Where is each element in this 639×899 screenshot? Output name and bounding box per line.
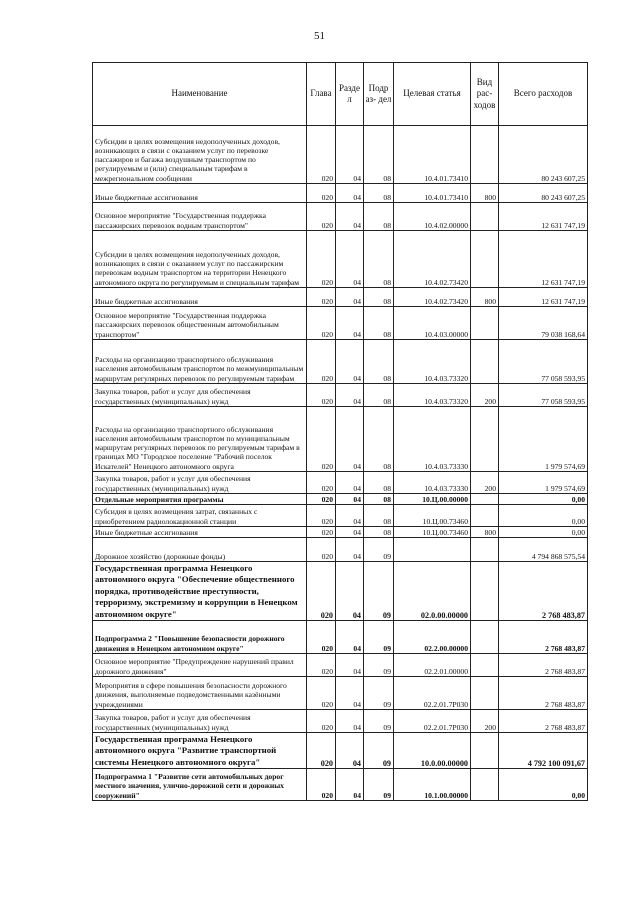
header-total: Всего расходов xyxy=(499,63,588,126)
cell-type xyxy=(471,407,499,472)
cell-chapter: 020 xyxy=(307,203,336,231)
cell-name: Подпрограмма 1 "Развитие сети автомобильных дорог местного значения, улично-дорожной сети и дорожных сооружений" xyxy=(93,769,307,801)
cell-name: Закупка товаров, работ и услуг для обеспечения государственных (муниципальных) нужд xyxy=(93,472,307,494)
cell-section: 04 xyxy=(336,538,364,562)
cell-chapter: 020 xyxy=(307,472,336,494)
cell-total: 77 058 593,95 xyxy=(499,384,588,407)
cell-subsection: 09 xyxy=(364,654,394,677)
cell-total: 12 631 747,19 xyxy=(499,288,588,307)
cell-type xyxy=(471,231,499,288)
cell-name: Основное мероприятие "Государственная поддержка пассажирских перевозок общественным автомобильным транспортом" xyxy=(93,307,307,340)
cell-section: 04 xyxy=(336,621,364,654)
cell-chapter: 020 xyxy=(307,527,336,538)
cell-section: 04 xyxy=(336,677,364,710)
cell-total: 2 768 483,87 xyxy=(499,677,588,710)
cell-subsection: 09 xyxy=(364,538,394,562)
table-row xyxy=(93,505,588,527)
cell-total: 0,00 xyxy=(499,769,588,801)
cell-chapter: 020 xyxy=(307,384,336,407)
cell-type: 800 xyxy=(471,184,499,203)
cell-total: 1 979 574,69 xyxy=(499,472,588,494)
cell-total: 2 768 483,87 xyxy=(499,621,588,654)
cell-target: 10.4.01.73410 xyxy=(394,126,471,184)
header-target: Целевая статья xyxy=(394,63,471,126)
cell-type xyxy=(471,538,499,562)
cell-total: 2 768 483,87 xyxy=(499,710,588,733)
cell-subsection: 09 xyxy=(364,710,394,733)
table-row xyxy=(93,538,588,562)
cell-section: 04 xyxy=(336,288,364,307)
table-row xyxy=(93,527,588,538)
cell-chapter: 020 xyxy=(307,288,336,307)
cell-chapter: 020 xyxy=(307,562,336,621)
table-header-row xyxy=(93,63,588,126)
table-row xyxy=(93,203,588,231)
cell-target: 10.4.03.00000 xyxy=(394,307,471,340)
cell-total: 12 631 747,19 xyxy=(499,231,588,288)
cell-subsection: 08 xyxy=(364,288,394,307)
cell-type xyxy=(471,126,499,184)
cell-name: Государственная программа Ненецкого автономного округа "Обеспечение общественного порядка, противодействие преступности, терроризму, экстремизму и коррупции в Ненецком автономном округе" xyxy=(93,562,307,621)
cell-total: 1 979 574,69 xyxy=(499,407,588,472)
cell-section: 04 xyxy=(336,733,364,769)
cell-type xyxy=(471,203,499,231)
cell-chapter: 020 xyxy=(307,621,336,654)
cell-chapter: 020 xyxy=(307,538,336,562)
cell-target: 02.2.01.7Р030 xyxy=(394,710,471,733)
cell-type xyxy=(471,340,499,384)
cell-total: 4 792 100 091,67 xyxy=(499,733,588,769)
cell-subsection: 09 xyxy=(364,733,394,769)
cell-section: 04 xyxy=(336,654,364,677)
cell-target: 02.2.01.00000 xyxy=(394,654,471,677)
header-chapter: Глава xyxy=(307,63,336,126)
cell-subsection: 09 xyxy=(364,621,394,654)
cell-target: 10.4.03.73320 xyxy=(394,384,471,407)
cell-type: 800 xyxy=(471,288,499,307)
table-row xyxy=(93,677,588,710)
cell-total: 80 243 607,25 xyxy=(499,184,588,203)
cell-name: Расходы на организацию транспортного обслуживания населения автомобильным транспортом по муниципальным маршрутам регулярных перевозок по регулируемым тарифам в границах МО "Городское поселение "Рабочий поселок Искателей" Ненецкого автономного округа xyxy=(93,407,307,472)
header-subsection: Подр аз- дел xyxy=(364,63,394,126)
cell-name: Государственная программа Ненецкого автономного округа "Развитие транспортной системы Ненецкого автономного округа" xyxy=(93,733,307,769)
cell-type xyxy=(471,562,499,621)
cell-target: 10.4.02.73420 xyxy=(394,231,471,288)
cell-section: 04 xyxy=(336,527,364,538)
cell-target: 02.0.00.00000 xyxy=(394,562,471,621)
cell-target: 02.2.01.7Р030 xyxy=(394,677,471,710)
cell-chapter: 020 xyxy=(307,505,336,527)
table-row xyxy=(93,472,588,494)
table-row xyxy=(93,562,588,621)
cell-target: 02.2.00.00000 xyxy=(394,621,471,654)
cell-type xyxy=(471,494,499,505)
cell-section: 04 xyxy=(336,494,364,505)
header-name: Наименование xyxy=(93,63,307,126)
cell-type: 200 xyxy=(471,384,499,407)
table-row xyxy=(93,407,588,472)
cell-target: 10.4.02.00000 xyxy=(394,203,471,231)
cell-chapter: 020 xyxy=(307,126,336,184)
table-row xyxy=(93,710,588,733)
cell-target: 10.4.03.73330 xyxy=(394,472,471,494)
table-row xyxy=(93,288,588,307)
cell-chapter: 020 xyxy=(307,677,336,710)
table-row xyxy=(93,340,588,384)
cell-subsection: 09 xyxy=(364,769,394,801)
cell-section: 04 xyxy=(336,231,364,288)
table-row xyxy=(93,621,588,654)
cell-name: Закупка товаров, работ и услуг для обеспечения государственных (муниципальных) нужд xyxy=(93,710,307,733)
table-row xyxy=(93,384,588,407)
cell-chapter: 020 xyxy=(307,407,336,472)
cell-section: 04 xyxy=(336,126,364,184)
cell-subsection: 09 xyxy=(364,677,394,710)
cell-target xyxy=(394,538,471,562)
cell-subsection: 08 xyxy=(364,340,394,384)
cell-chapter: 020 xyxy=(307,710,336,733)
cell-total: 79 038 168,64 xyxy=(499,307,588,340)
cell-target: 10.4.03.73320 xyxy=(394,340,471,384)
cell-name: Субсидия в целях возмещения затрат, связанных с приобретением радиолокационной станции xyxy=(93,505,307,527)
cell-subsection: 08 xyxy=(364,126,394,184)
cell-name: Расходы на организацию транспортного обслуживания населения автомобильным транспортом по межмуниципальным маршрутам регулярных перевозок по регулируемым тарифам xyxy=(93,340,307,384)
table-row xyxy=(93,307,588,340)
cell-subsection: 08 xyxy=(364,505,394,527)
cell-section: 04 xyxy=(336,407,364,472)
cell-type xyxy=(471,621,499,654)
cell-section: 04 xyxy=(336,505,364,527)
cell-type xyxy=(471,733,499,769)
table-body xyxy=(93,126,588,801)
cell-chapter: 020 xyxy=(307,733,336,769)
table-row xyxy=(93,654,588,677)
cell-total: 0,00 xyxy=(499,505,588,527)
cell-target: 10.Ц.00.00000 xyxy=(394,494,471,505)
cell-name: Отдельные мероприятия программы xyxy=(93,494,307,505)
cell-subsection: 08 xyxy=(364,384,394,407)
cell-subsection: 08 xyxy=(364,472,394,494)
cell-section: 04 xyxy=(336,307,364,340)
cell-section: 04 xyxy=(336,384,364,407)
cell-target: 10.1.00.00000 xyxy=(394,769,471,801)
budget-table xyxy=(92,62,588,801)
cell-section: 04 xyxy=(336,769,364,801)
cell-type: 800 xyxy=(471,527,499,538)
cell-target: 10.0.00.00000 xyxy=(394,733,471,769)
cell-subsection: 08 xyxy=(364,203,394,231)
cell-target: 10.4.03.73330 xyxy=(394,407,471,472)
cell-name: Основное мероприятие "Предупреждение нарушений правил дорожного движения" xyxy=(93,654,307,677)
cell-chapter: 020 xyxy=(307,184,336,203)
cell-type: 200 xyxy=(471,710,499,733)
cell-total: 0,00 xyxy=(499,494,588,505)
cell-chapter: 020 xyxy=(307,340,336,384)
cell-subsection: 08 xyxy=(364,527,394,538)
cell-target: 10.Ц.00.73460 xyxy=(394,505,471,527)
cell-target: 10.4.01.73410 xyxy=(394,184,471,203)
cell-type xyxy=(471,505,499,527)
cell-type xyxy=(471,677,499,710)
cell-name: Дорожное хозяйство (дорожные фонды) xyxy=(93,538,307,562)
cell-chapter: 020 xyxy=(307,654,336,677)
cell-subsection: 08 xyxy=(364,307,394,340)
cell-name: Мероприятия в сфере повышения безопасности дорожного движения, выполняемые подведомственными казёнными учреждениями xyxy=(93,677,307,710)
cell-type xyxy=(471,769,499,801)
table-row xyxy=(93,126,588,184)
cell-total: 80 243 607,25 xyxy=(499,126,588,184)
cell-chapter: 020 xyxy=(307,494,336,505)
header-type: Вид рас- ходов xyxy=(471,63,499,126)
cell-name: Основное мероприятие "Государственная поддержка пассажирских перевозок водным транспортом" xyxy=(93,203,307,231)
cell-section: 04 xyxy=(336,710,364,733)
cell-type xyxy=(471,307,499,340)
table-row xyxy=(93,231,588,288)
page-number: 51 xyxy=(314,30,325,42)
cell-name: Субсидии в целях возмещения недополученных доходов, возникающих в связи с оказанием услуг по перевозке пассажиров и багажа воздушным транспортом по регулируемым и (или) специальным тарифам в межрегиональном сообщении xyxy=(93,126,307,184)
cell-subsection: 08 xyxy=(364,231,394,288)
cell-chapter: 020 xyxy=(307,307,336,340)
cell-chapter: 020 xyxy=(307,231,336,288)
cell-total: 77 058 593,95 xyxy=(499,340,588,384)
cell-name: Подпрограмма 2 "Повышение безопасности дорожного движения в Ненецком автономном округе" xyxy=(93,621,307,654)
cell-name: Иные бюджетные ассигнования xyxy=(93,184,307,203)
cell-target: 10.4.02.73420 xyxy=(394,288,471,307)
table-row xyxy=(93,769,588,801)
cell-type: 200 xyxy=(471,472,499,494)
cell-type xyxy=(471,654,499,677)
cell-name: Субсидии в целях возмещения недополученных доходов, возникающих в связи с оказанием услуг по пассажирским перевозкам водным транспортом на территории Ненецкого автономного округа по регулируемым и специальным тарифам xyxy=(93,231,307,288)
cell-subsection: 08 xyxy=(364,184,394,203)
table-row xyxy=(93,733,588,769)
cell-section: 04 xyxy=(336,184,364,203)
cell-total: 0,00 xyxy=(499,527,588,538)
cell-total: 2 768 483,87 xyxy=(499,654,588,677)
cell-name: Закупка товаров, работ и услуг для обеспечения государственных (муниципальных) нужд xyxy=(93,384,307,407)
cell-target: 10.Ц.00.73460 xyxy=(394,527,471,538)
cell-total: 4 794 868 575,54 xyxy=(499,538,588,562)
cell-subsection: 09 xyxy=(364,562,394,621)
cell-total: 2 768 483,87 xyxy=(499,562,588,621)
cell-name: Иные бюджетные ассигнования xyxy=(93,288,307,307)
cell-chapter: 020 xyxy=(307,769,336,801)
cell-name: Иные бюджетные ассигнования xyxy=(93,527,307,538)
cell-section: 04 xyxy=(336,562,364,621)
table-row xyxy=(93,184,588,203)
cell-total: 12 631 747,19 xyxy=(499,203,588,231)
cell-subsection: 08 xyxy=(364,494,394,505)
cell-section: 04 xyxy=(336,340,364,384)
table-row xyxy=(93,494,588,505)
header-section: Разде л xyxy=(336,63,364,126)
cell-subsection: 08 xyxy=(364,407,394,472)
cell-section: 04 xyxy=(336,203,364,231)
cell-section: 04 xyxy=(336,472,364,494)
